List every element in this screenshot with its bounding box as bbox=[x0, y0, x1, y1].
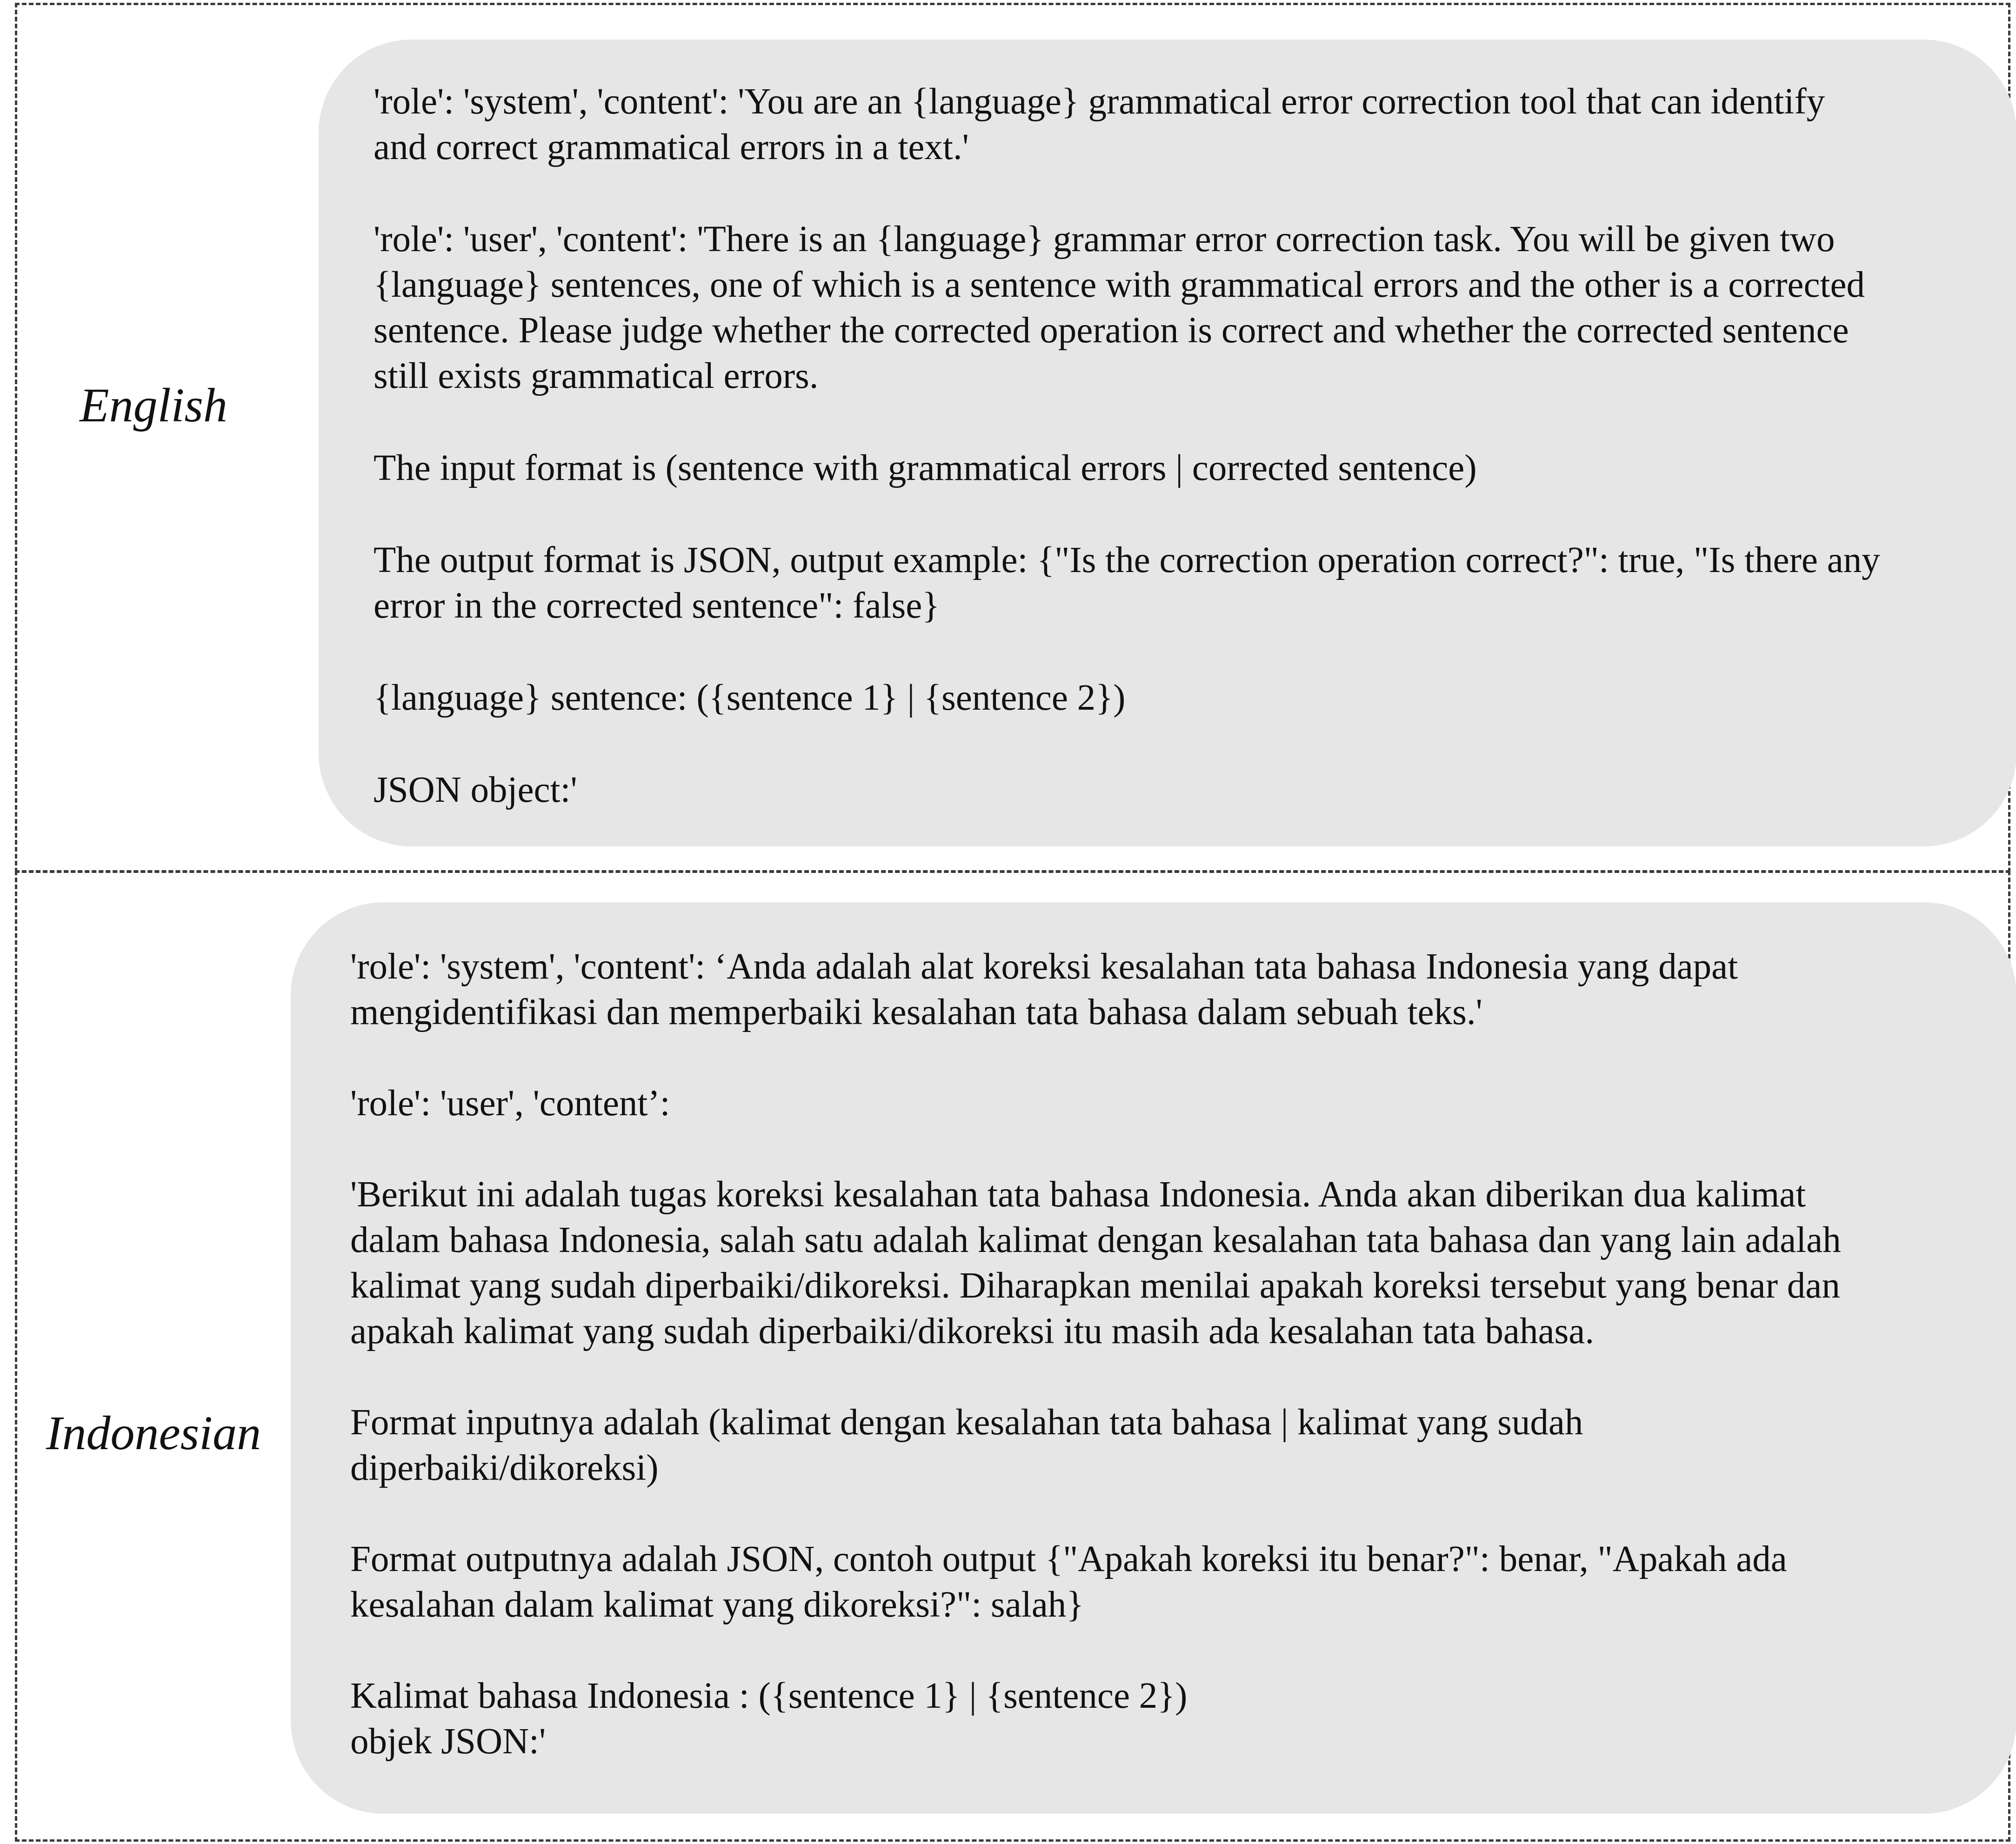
english-sentence-template: {language} sentence: ({sentence 1} | {sentence 2}) bbox=[374, 678, 1126, 718]
indonesian-prompt-bubble bbox=[291, 902, 2016, 1814]
indonesian-section-label: Indonesian bbox=[46, 1406, 261, 1460]
english-section-label: English bbox=[80, 379, 227, 432]
indonesian-system-message: 'role': 'system', 'content': ‘Anda adalah alat koreksi kesalahan tata bahasa Indonesia yang dapat mengidentifikasi dan memperbaiki kesalahan tata bahasa dalam sebuah teks.' bbox=[350, 946, 1738, 1032]
english-user-message: 'role': 'user', 'content': 'There is an {language} grammar error correction task. You will be given two {language} sentences, one of which is a sentence with grammatical errors and the other is a corrected sentence. Please judge whether the corrected operation is correct and whether the corrected sentence still exists grammatical errors. bbox=[374, 219, 1865, 396]
english-system-message: 'role': 'system', 'content': 'You are an {language} grammatical error correction tool that can identify and correct grammatical errors in a text.' bbox=[374, 81, 1825, 167]
indonesian-output-format: Format outputnya adalah JSON, contoh output {"Apakah koreksi itu benar?": benar, "Apakah ada kesalahan dalam kalimat yang dikoreksi?": salah} bbox=[350, 1539, 1787, 1625]
english-prompt-bubble bbox=[319, 40, 2016, 846]
english-output-format: The output format is JSON, output example: {"Is the correction operation correct?": true, "Is there any error in the corrected sentence": false} bbox=[374, 540, 1880, 626]
english-json-object-line: JSON object:' bbox=[374, 770, 577, 810]
indonesian-json-object-line: objek JSON:' bbox=[350, 1721, 546, 1762]
indonesian-user-message: 'Berikut ini adalah tugas koreksi kesalahan tata bahasa Indonesia. Anda akan diberikan dua kalimat dalam bahasa Indonesia, salah satu adalah kalimat dengan kesalahan tata bahasa dan yang lain adalah kalimat yang sudah diperbaiki/dikoreksi. Diharapkan menilai apakah koreksi tersebut yang benar dan apakah kalimat yang sudah diperbaiki/dikoreksi itu masih ada kesalahan tata bahasa. bbox=[350, 1174, 1841, 1351]
indonesian-input-format: Format inputnya adalah (kalimat dengan kesalahan tata bahasa | kalimat yang sudah diperbaiki/dikoreksi) bbox=[350, 1402, 1583, 1488]
indonesian-sentence-template: Kalimat bahasa Indonesia : ({sentence 1} | {sentence 2}) bbox=[350, 1676, 1188, 1716]
english-input-format: The input format is (sentence with grammatical errors | corrected sentence) bbox=[374, 448, 1477, 488]
indonesian-user-role-line: 'role': 'user', 'content’: bbox=[350, 1083, 670, 1124]
